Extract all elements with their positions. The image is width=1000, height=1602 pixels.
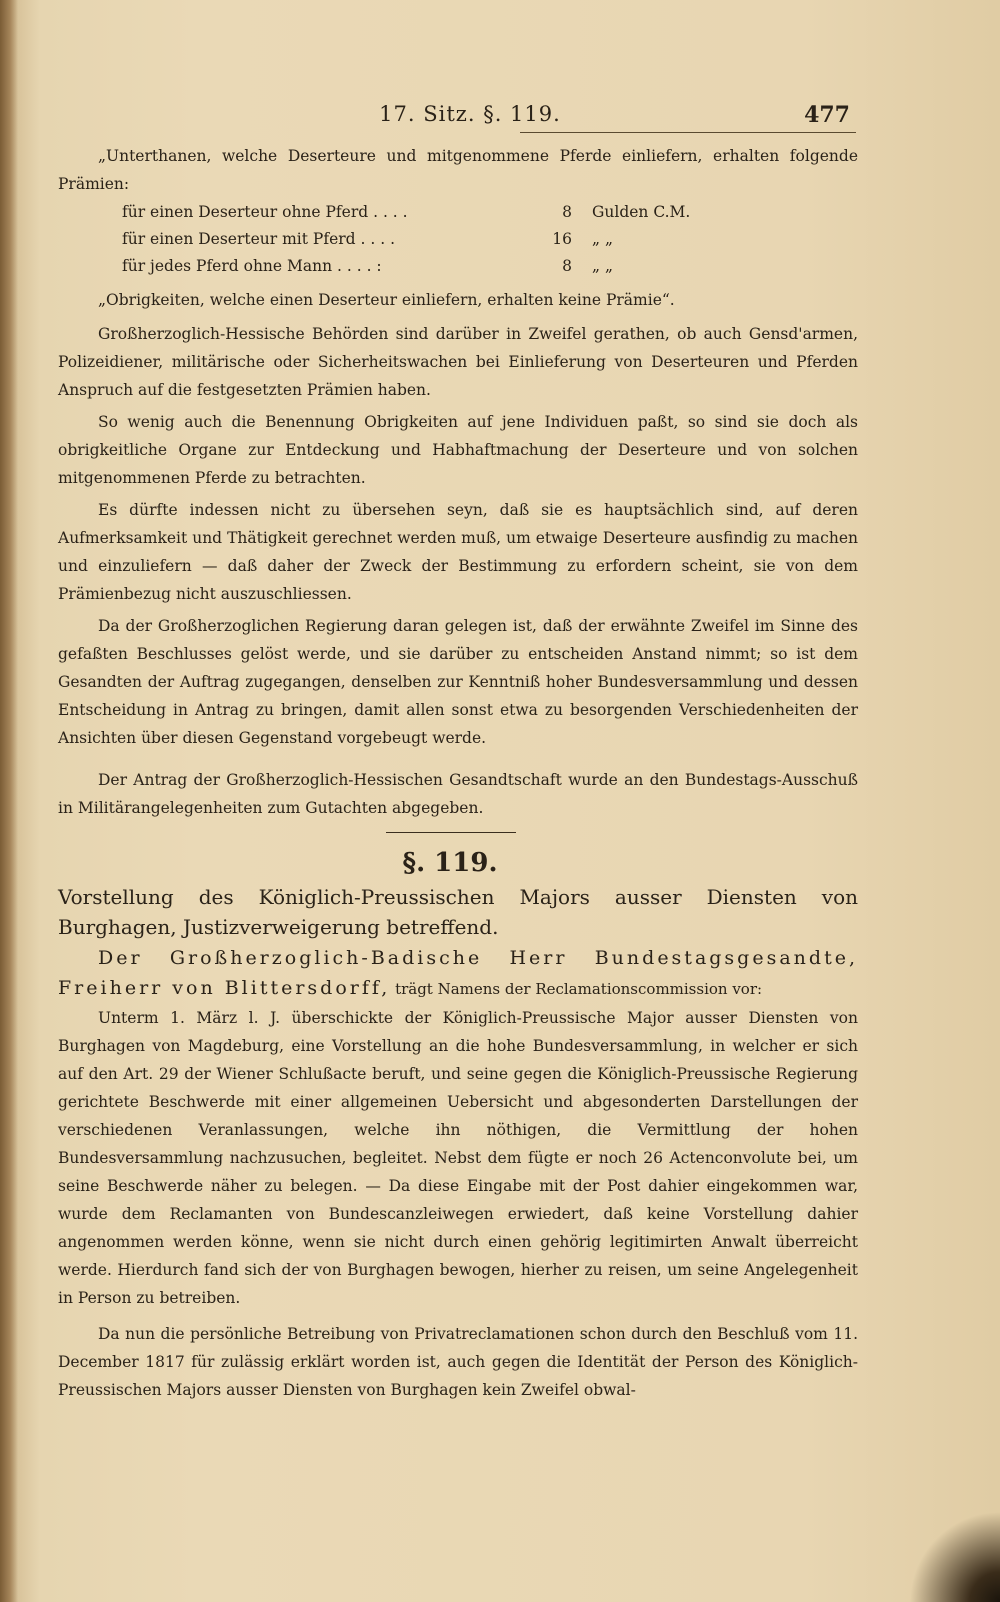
authorities-clause-text: „Obrigkeiten, welche einen Deserteur einliefern, erhalten keine Prämie“. [98,291,675,309]
premium-label: für jedes Pferd ohne Mann . . . . : [122,257,382,275]
speaker-line: Der Großherzoglich-Badische Herr Bundestagsgesandte, Freiherr von Blittersdorff, [58,947,858,999]
paragraph: Großherzoglich-Hessische Behörden sind darüber in Zweifel gerathen, ob auch Gensd'armen, Polizeidiener, militärische oder Sicherheitswachen bei Einlieferung von Deserteuren und Pferden Anspruch auf die festgesetzten Prämien haben. [58,325,858,399]
authorities-clause [58,286,858,314]
page-gutter [0,0,18,1602]
running-head: 17. Sitz. §. 119. [379,102,561,126]
premium-label: für einen Deserteur mit Pferd . . . . [122,230,396,248]
premium-unit: „ „ [592,257,613,275]
paragraph: Da nun die persönliche Betreibung von Privatreclamationen schon durch den Beschluß vom 11. December 1817 für zulässig erklärt worden ist, auch gegen die Identität der Person des Königlich-Preussischen Majors ausser Diensten von Burghagen kein Zweifel obwal- [58,1325,858,1399]
section-title-text: Vorstellung des Königlich-Preussischen Majors ausser Diensten von Burghagen, Justizverweigerung betreffend. [58,885,858,939]
paragraph: Es dürfte indessen nicht zu übersehen seyn, daß sie es hauptsächlich sind, auf deren Aufmerksamkeit und Thätigkeit gerechnet werden muß, um etwaige Deserteure ausfindig zu machen und einzuliefern — daß daher der Zweck der Bestimmung zu erfordern scheint, sie von dem Prämienbezug nicht auszuschliessen. [58,501,858,603]
page-corner-shadow [910,1482,1000,1602]
premium-unit: „ „ [592,230,613,248]
speaker-line-tail: trägt Namens der Reclamationscommission vor: [390,980,763,998]
paragraph: Unterm 1. März l. J. überschickte der Königlich-Preussische Major ausser Diensten von Burghagen von Magdeburg, eine Vorstellung an die hohe Bundesversammlung, in welcher er sich auf den Art. 29 der Wiener Schlußacte beruft, und seine gegen die Königlich-Preussische Regierung gerichtete Beschwerde mit einer allgemeinen Uebersicht und abgesonderten Darstellungen der verschiedenen Veranlassungen, welche ihn nöthigen, die Vermittlung der hohen Bundesversammlung nachzusuchen, begleitet. Nebst dem fügte er noch 26 Actenconvolute bei, um seine Beschwerde näher zu belegen. — Da diese Eingabe mit der Post dahier eingekommen war, wurde dem Reclamanten von Bundescanzleiwegen erwiedert, daß keine Vorstellung dahier angenommen werden könne, wenn sie nicht durch einen gehörig legitimirten Anwalt überreicht werde. Hierdurch fand sich der von Burghagen bewogen, hierher zu reisen, um seine Angelegenheit in Person zu betreiben. [58,1009,858,1307]
body-top [58,320,858,822]
body-bottom [58,1004,858,1404]
premium-label: für einen Deserteur ohne Pferd . . . . [122,203,408,221]
section-title [58,882,858,942]
paragraph: Der Antrag der Großherzoglich-Hessischen Gesandtschaft wurde an den Bundestags-Ausschuß in Militärangelegenheiten zum Gutachten abgegeben. [58,771,858,817]
subjects-intro-text: „Unterthanen, welche Deserteure und mitgenommene Pferde einliefern, erhalten folgende Prämien: [58,147,858,193]
section-heading: §. 119. [402,848,498,878]
running-header [0,102,1000,132]
premium-amount: 16 [552,230,572,248]
premium-row [122,199,742,226]
page-number: 477 [804,102,850,128]
paragraph: Da der Großherzoglichen Regierung daran gelegen ist, daß der erwähnte Zweifel im Sinne des gefaßten Beschlusses gelöst werde, und sie darüber zu entscheiden Anstand nimmt; so ist dem Gesandten der Auftrag zugegangen, denselben zur Kenntniß hoher Bundesversammlung und dessen Entscheidung in Antrag zu bringen, damit allen sonst etwa zu besorgenden Verschiedenheiten der Ansichten über diesen Gegenstand vorgebeugt werde. [58,617,858,747]
premium-list [122,199,742,280]
premium-row [122,253,742,280]
premium-amount: 8 [562,203,572,221]
paragraph: So wenig auch die Benennung Obrigkeiten auf jene Individuen paßt, so sind sie doch als obrigkeitliche Organe zur Entdeckung und Habhaftmachung der Deserteure und von solchen mitgenommenen Pferde zu betrachten. [58,413,858,487]
premium-amount: 8 [562,257,572,275]
header-rule [520,132,856,133]
premium-row [122,226,742,253]
premium-unit: Gulden C.M. [592,203,691,221]
section-intro [58,943,858,1004]
section-divider [386,832,516,833]
subjects-intro [58,142,858,198]
